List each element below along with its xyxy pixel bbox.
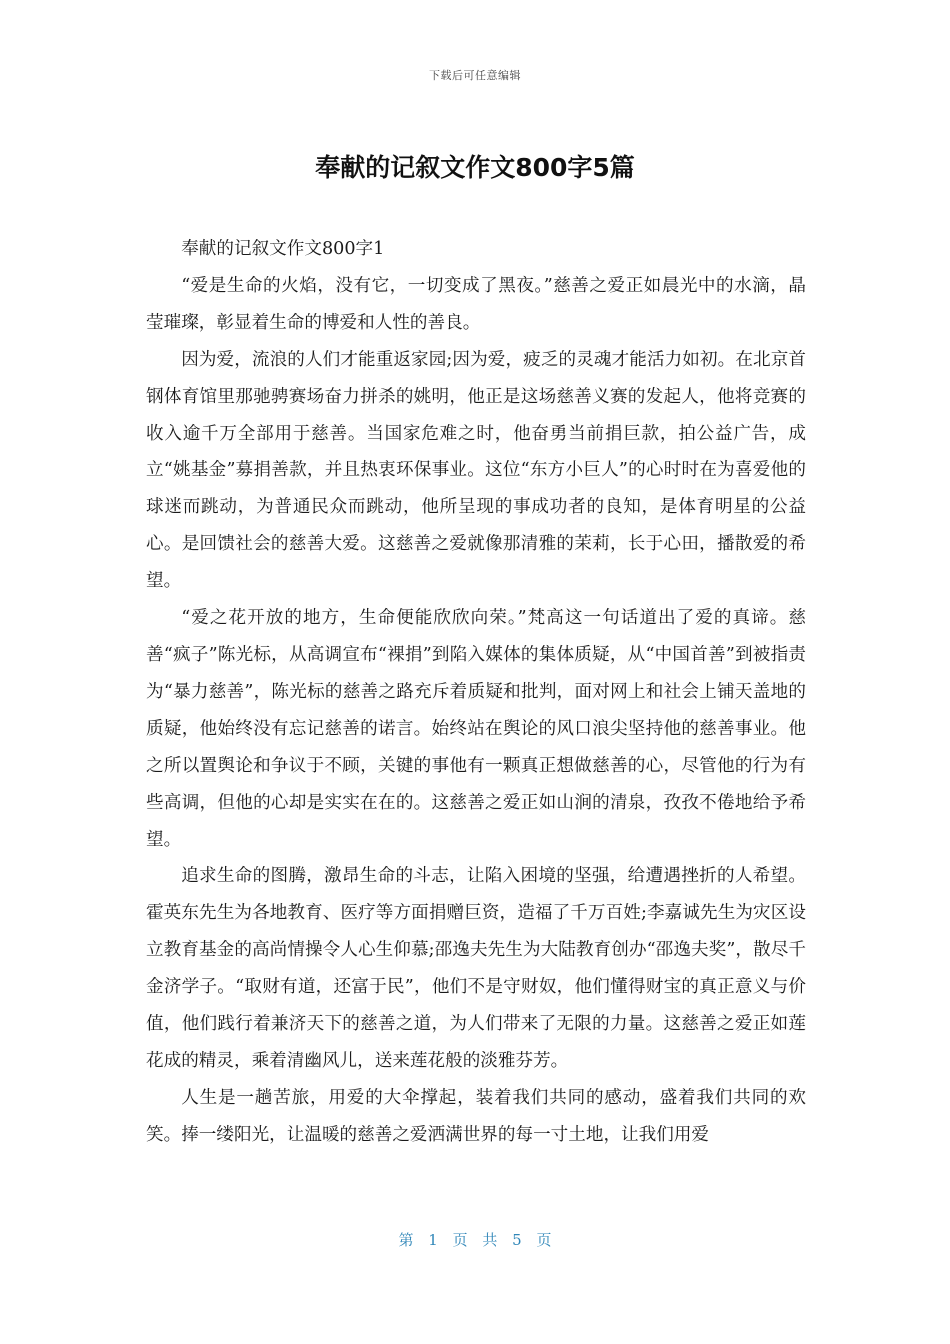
document-body (146, 231, 806, 1154)
body-paragraph: “爱是生命的火焰，没有它，一切变成了黑夜。”慈善之爱正如晨光中的水滴，晶莹璀璨，彰显着生命的博爱和人性的善良。 (146, 275, 806, 333)
body-paragraph: 人生是一趟苦旅，用爱的大伞撑起，装着我们共同的感动，盛着我们共同的欢笑。捧一缕阳光，让温暖的慈善之爱洒满世界的每一寸土地，让我们用爱 (146, 1087, 806, 1145)
body-paragraph: 追求生命的图腾，激昂生命的斗志，让陷入困境的坚强，给遭遇挫折的人希望。霍英东先生为各地教育、医疗等方面捐赠巨资，造福了千万百姓;李嘉诚先生为灾区设立教育基金的高尚情操令人心生仰慕;邵逸夫先生为大陆教育创办“邵逸夫奖”，散尽千金济学子。“取财有道，还富于民”，他们不是守财奴，他们懂得财宝的真正意义与价值，他们践行着兼济天下的慈善之道，为人们带来了无限的力量。这慈善之爱正如莲花成的精灵，乘着清幽风儿，送来莲花般的淡雅芬芳。 (146, 866, 806, 1071)
page-indicator: 第 1 页 共 5 页 (398, 1231, 552, 1249)
subtitle-paragraph: 奉献的记叙文作文800字1 (181, 239, 385, 259)
document-title: 奉献的记叙文作文800字5篇 (315, 153, 635, 182)
body-paragraph: 因为爱，流浪的人们才能重返家园;因为爱，疲乏的灵魂才能活力如初。在北京首钢体育馆里那驰骋赛场奋力拼杀的姚明，他正是这场慈善义赛的发起人，他将竞赛的收入逾千万全部用于慈善。当国家危难之时，他奋勇当前捐巨款，拍公益广告，成立“姚基金”募捐善款，并且热衷环保事业。这位“东方小巨人”的心时时在为喜爱他的球迷而跳动，为普通民众而跳动，他所呈现的事成功者的良知，是体育明星的公益心。是回馈社会的慈善大爱。这慈善之爱就像那清雅的茉莉，长于心田，播散爱的希望。 (146, 349, 806, 592)
body-paragraph: “爱之花开放的地方，生命便能欣欣向荣。”梵高这一句话道出了爱的真谛。慈善“疯子”陈光标，从高调宣布“裸捐”到陷入媒体的集体质疑，从“中国首善”到被指责为“暴力慈善”，陈光标的慈善之路充斥着质疑和批判，面对网上和社会上铺天盖地的质疑，他始终没有忘记慈善的诺言。始终站在舆论的风口浪尖坚持他的慈善事业。他之所以置舆论和争议于不顾，关键的事他有一颗真正想做慈善的心，尽管他的行为有些高调，但他的心却是实实在在的。这慈善之爱正如山涧的清泉，孜孜不倦地给予希望。 (146, 608, 806, 850)
header-note: 下载后可任意编辑 (429, 69, 521, 82)
